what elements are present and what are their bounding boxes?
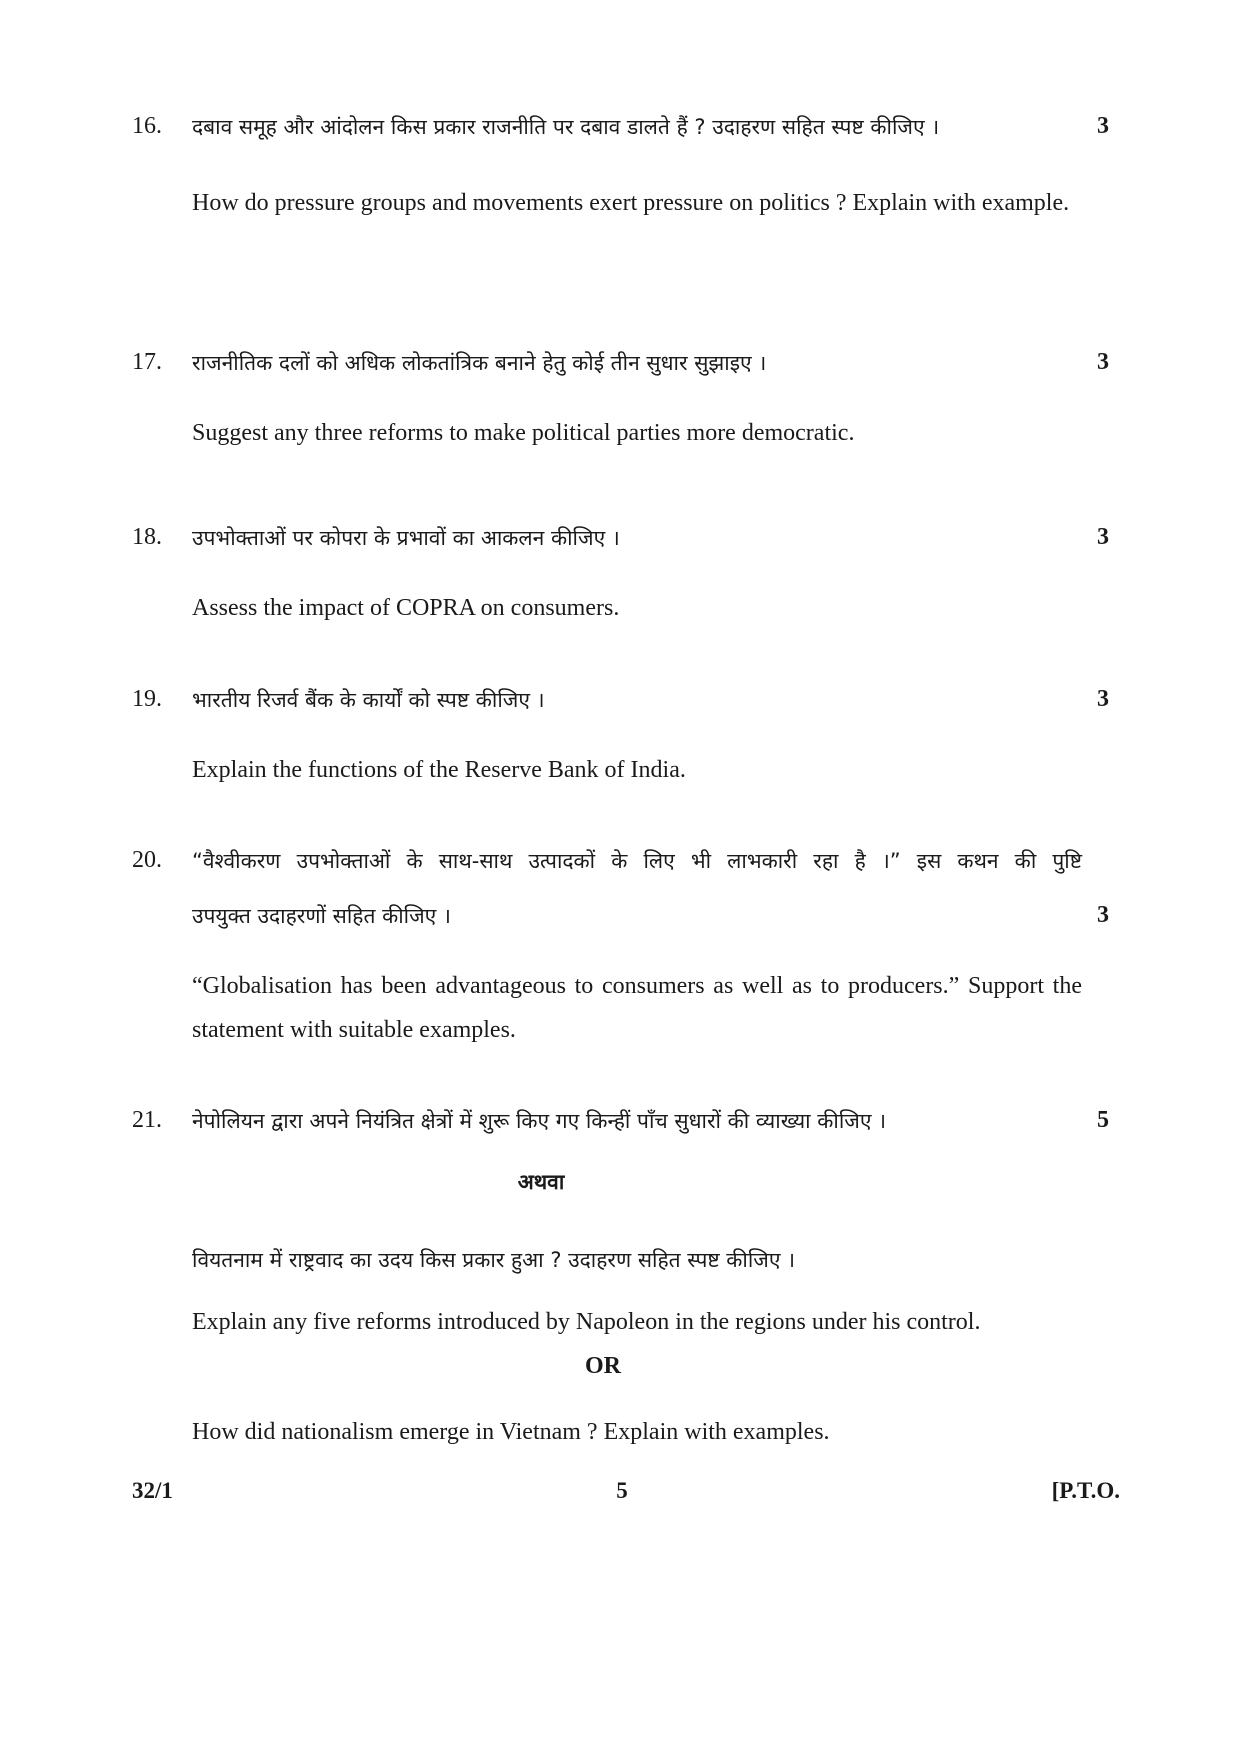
question-number: 20. (132, 847, 162, 873)
question-hindi: उपभोक्ताओं पर कोपरा के प्रभावों का आकलन कीजिए । (192, 526, 620, 550)
question-marks: 3 (1097, 524, 1109, 550)
question-english: Explain any five reforms introduced by Napoleon in the regions under his control. (192, 1309, 981, 1335)
question-marks: 3 (1097, 113, 1109, 139)
or-separator-hindi: अथवा (517, 1170, 565, 1194)
question-marks: 3 (1097, 349, 1109, 375)
question-number: 16. (132, 113, 162, 139)
question-hindi-alternative: वियतनाम में राष्ट्रवाद का उदय किस प्रकार हुआ ? उदाहरण सहित स्पष्ट कीजिए । (192, 1248, 796, 1272)
or-separator-english: OR (585, 1353, 621, 1379)
question-english: Suggest any three reforms to make political parties more democratic. (192, 420, 855, 446)
question-hindi: राजनीतिक दलों को अधिक लोकतांत्रिक बनाने हेतु कोई तीन सुधार सुझाइए । (192, 351, 767, 375)
question-number: 21. (132, 1107, 162, 1133)
question-hindi: भारतीय रिजर्व बैंक के कार्यों को स्पष्ट कीजिए । (192, 688, 545, 712)
question-hindi-line1: “वैश्वीकरण उपभोक्ताओं के साथ-साथ उत्पादकों के लिए भी लाभकारी रहा है ।” इस कथन की पुष्टि (192, 849, 1082, 873)
question-english: Explain the functions of the Reserve Bank of India. (192, 757, 686, 783)
question-english-alternative: How did nationalism emerge in Vietnam ? Explain with examples. (192, 1419, 830, 1445)
question-marks: 3 (1097, 902, 1109, 928)
question-number: 19. (132, 686, 162, 712)
question-marks: 3 (1097, 686, 1109, 712)
question-hindi-line2: उपयुक्त उदाहरणों सहित कीजिए । (192, 904, 451, 928)
page-number: 5 (616, 1478, 628, 1503)
paper-code: 32/1 (132, 1478, 173, 1503)
question-english: Assess the impact of COPRA on consumers. (192, 595, 620, 621)
question-marks: 5 (1097, 1107, 1109, 1133)
please-turn-over: [P.T.O. (1051, 1478, 1120, 1503)
question-number: 17. (132, 349, 162, 375)
question-hindi: दबाव समूह और आंदोलन किस प्रकार राजनीति पर दबाव डालते हैं ? उदाहरण सहित स्पष्ट कीजिए । (192, 115, 940, 139)
question-english: How do pressure groups and movements exert pressure on politics ? Explain with example. (192, 190, 1070, 216)
question-number: 18. (132, 524, 162, 550)
question-hindi: नेपोलियन द्वारा अपने नियंत्रित क्षेत्रों में शुरू किए गए किन्हीं पाँच सुधारों की व्याख्या कीजिए । (192, 1109, 887, 1133)
question-english: “Globalisation has been advantageous to consumers as well as to producers.” Support the statement with suitable examples. (192, 973, 1082, 1043)
